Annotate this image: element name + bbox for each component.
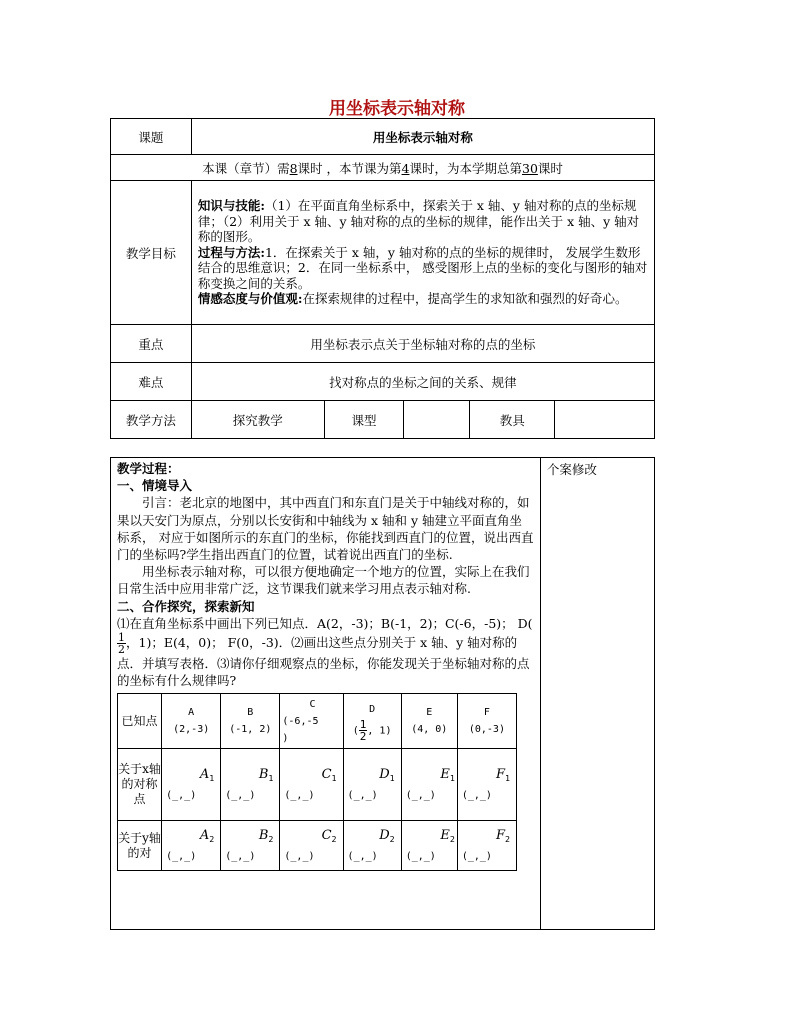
process-table [110, 457, 655, 930]
method-label: 教学方法 [111, 401, 192, 439]
symmetry-table [117, 693, 517, 871]
hours-pre: 本课（章节）需 [202, 160, 290, 176]
point-e-cell: E (4, 0) [401, 694, 457, 749]
method-value: 探究教学 [191, 401, 324, 439]
revision-column [540, 458, 654, 930]
hours-line [111, 155, 655, 181]
x-sym-f-cell: $F_1$ (_,_) [457, 749, 516, 821]
fraction-half: $\frac{1}{2}$ [118, 631, 125, 657]
row-label-known: 已知点 [118, 694, 162, 749]
tool-value [555, 401, 655, 439]
process-head: 教学过程： [117, 461, 180, 476]
lesson-info-table [110, 118, 655, 439]
goal-knowledge: 知识与技能:（1）在平面直角坐标系中，探索关于 x 轴、y 轴对称的点的坐标规律；（2）利用关于 x 轴、y 轴对称的点的坐标的规律，能作出关于 x 轴、y 轴对称的图形。 [197, 197, 640, 245]
hours-this: 4 [401, 160, 410, 176]
y-sym-d-cell: $D_2$ (_,_) [343, 821, 401, 871]
point-a-cell: A (2,-3) [162, 694, 221, 749]
x-sym-d-cell: $D_1$ (_,_) [343, 749, 401, 821]
goal-process: 过程与方法:1．在探索关于 x 轴，y 轴对称的点的坐标的规律时， 发展学生数形结合的思维意识；2．在同一坐标系中， 感受图形上点的坐标的变化与图形的轴对称变换之间的关系。 [197, 244, 648, 291]
y-symmetry-row [118, 821, 517, 871]
hours-total: 8 [289, 160, 298, 176]
revision-label: 个案修改 [546, 462, 597, 477]
fraction-half-table: $\frac{1}{2}$ [359, 717, 367, 743]
x-symmetry-row [118, 749, 517, 821]
intro-paragraph: 引言：老北京的地图中，其中西直门和东直门是关于中轴线对称的，如果以天安门为原点，分别以长安街和中轴线为 x 轴和 y 轴建立平面直角坐标系， 对应于如图所示的东直门的坐标，你能找到西直门的位置，说出西直门的坐标吗?学生指出西直门的位置，试着说出西直门的坐标. [117, 495, 534, 563]
x-sym-e-cell: $E_1$ (_,_) [401, 749, 457, 821]
purpose-paragraph: 用坐标表示轴对称，可以很方便地确定一个地方的位置，实际上在我们日常生活中应用非常广泛，这节课我们就来学习用点表示轴对称. [117, 564, 530, 597]
x-sym-a-cell: $A_1$ (_,_) [162, 749, 221, 821]
y-sym-f-cell: $F_2$ (_,_) [457, 821, 516, 871]
point-b-cell: B (-1, 2) [221, 694, 280, 749]
topic-label: 课题 [111, 119, 192, 155]
type-value [404, 401, 470, 439]
row-label-x-axis: 关于x轴的对称点 [118, 749, 162, 821]
task-paragraph: ⑴在直角坐标系中画出下列已知点．A(2，-3)；B(-1，2)；C(-6，-5)； D( $\frac{1}{2}$ ，1)；E(4，0)； F(0，-3)．⑵画出这些点分别关于 x 轴、y 轴对称的点．并填写表格．⑶请你仔细观察点的坐标，你能发现关于坐标轴对称的点的坐标有什么规律吗? [117, 615, 533, 689]
difficulty-value: 找对称点的坐标之间的关系、规律 [191, 363, 654, 401]
goal-label: 教学目标 [111, 181, 192, 325]
point-d-cell: D ( $\frac{1}{2}$ , 1) [343, 694, 401, 749]
hours-mid1: 课时 ，本节课为第 [297, 160, 402, 176]
page-title: 用坐标表示轴对称 [329, 99, 465, 119]
type-label: 课型 [324, 401, 404, 439]
x-sym-c-cell: $C_1$ (_,_) [280, 749, 343, 821]
y-sym-b-cell: $B_2$ (_,_) [221, 821, 280, 871]
hours-post: 课时 [537, 160, 563, 176]
key-value: 用坐标表示点关于坐标轴对称的点的坐标 [191, 325, 654, 363]
tool-label: 教具 [470, 401, 555, 439]
goal-content [191, 181, 654, 325]
section1-head: 一、情境导入 [117, 478, 193, 494]
key-label: 重点 [111, 325, 192, 363]
point-f-cell: F (0,-3) [457, 694, 516, 749]
difficulty-label: 难点 [111, 363, 192, 401]
known-points-row [118, 694, 517, 749]
hours-term: 30 [522, 160, 538, 176]
hours-mid2: 课时，为本学期总第 [409, 160, 522, 176]
y-sym-c-cell: $C_2$ (_,_) [280, 821, 343, 871]
y-sym-a-cell: $A_2$ (_,_) [162, 821, 221, 871]
goal-emotion: 情感态度与价值观:在探索规律的过程中，提高学生的求知欲和强烈的好奇心。 [197, 291, 628, 307]
process-content [111, 458, 541, 930]
x-sym-b-cell: $B_1$ (_,_) [221, 749, 280, 821]
row-label-y-axis: 关于y轴的对 [118, 821, 162, 871]
y-sym-e-cell: $E_2$ (_,_) [401, 821, 457, 871]
section2-head: 二、合作探究，探索新知 [117, 598, 255, 614]
point-c-cell: C (-6,-5 ) [280, 694, 343, 749]
topic-value: 用坐标表示轴对称 [191, 119, 654, 155]
